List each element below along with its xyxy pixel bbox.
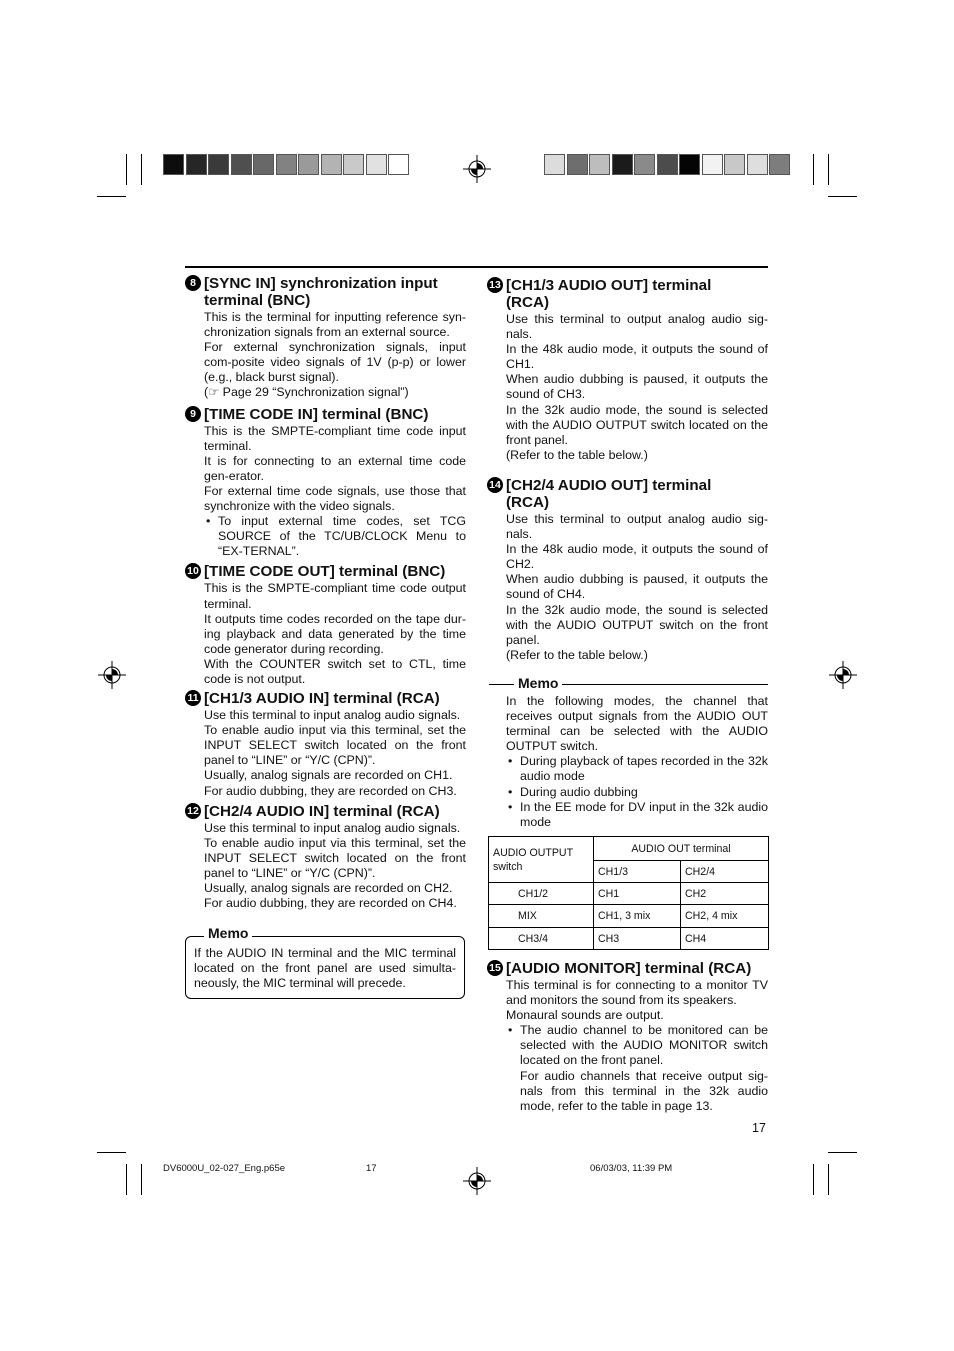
section-number-badge: 11	[185, 690, 201, 706]
section-title: (RCA)	[506, 493, 550, 511]
table-cell: MIX	[489, 905, 594, 928]
section-heading	[487, 477, 768, 511]
color-swatch	[702, 154, 723, 175]
body-text: For external synchronization signals, input com-posite video signals of 1V (p-p) or lower (e.g., black burst signal).	[204, 340, 466, 385]
section-title: (RCA)	[506, 294, 550, 311]
color-swatch	[679, 154, 700, 175]
crop-mark	[141, 1164, 142, 1195]
section-title: [CH1/3 AUDIO IN] terminal (RCA)	[204, 690, 440, 708]
footer-filename: DV6000U_02-027_Eng.p65e	[163, 1163, 286, 1174]
registration-mark-icon	[463, 1167, 491, 1195]
section-title: [TIME CODE IN] terminal (BNC)	[204, 405, 429, 423]
color-swatch	[163, 154, 184, 175]
color-swatch	[544, 154, 565, 175]
bullet-continuation: For audio channels that receive output sig-nals from this terminal in the 32k audio mode, refer to the table in page 13.	[520, 1068, 768, 1113]
bullet-item: • During playback of tapes recorded in the 32k audio mode	[487, 754, 768, 784]
body-text: Use this terminal to input analog audio signals.	[204, 820, 461, 835]
section-title: [AUDIO MONITOR] terminal (RCA)	[506, 960, 752, 977]
body-text: This is the terminal for inputting reference syn-chronization signals from an external source.	[204, 310, 466, 340]
body-text: Usually, analog signals are recorded on CH1.	[204, 768, 453, 783]
body-text: In the 48k audio mode, it outputs the sound of CH2.	[506, 542, 768, 572]
body-text: To enable audio input via this terminal, set the INPUT SELECT switch located on the front panel to “LINE” or “Y/C (CPN)”.	[204, 723, 466, 768]
section-title: terminal (BNC)	[204, 292, 311, 309]
table-cell: CH1	[594, 883, 681, 905]
registration-mark-icon	[829, 661, 857, 689]
section-number-badge: 14	[487, 477, 503, 493]
color-swatch	[321, 154, 342, 175]
color-swatch	[769, 154, 790, 175]
section-heading	[487, 960, 768, 977]
table-row	[489, 883, 769, 905]
section-number-badge: 8	[185, 275, 201, 291]
table-row	[489, 905, 769, 928]
body-text: In the 48k audio mode, it outputs the sound of CH1.	[506, 342, 768, 372]
body-text: This is the SMPTE-compliant time code input terminal.	[204, 423, 466, 453]
bullet-item: • To input external time codes, set TCG SOURCE of the TC/UB/CLOCK Menu to “EX-TERNAL”.	[185, 514, 466, 559]
memo-box	[185, 936, 465, 999]
body-text: This is the SMPTE-compliant time code output terminal.	[204, 581, 466, 611]
section-title: [CH1/3 AUDIO OUT] terminal	[506, 277, 712, 294]
color-swatch	[231, 154, 252, 175]
section-heading	[185, 690, 466, 707]
table-cell: CH3	[594, 928, 681, 950]
color-swatch	[388, 154, 409, 175]
body-text: When audio dubbing is paused, it outputs the sound of CH3.	[506, 372, 768, 402]
crop-mark	[828, 1164, 829, 1195]
section-title: [CH2/4 AUDIO IN] terminal (RCA)	[204, 802, 440, 820]
section-number-badge: 13	[487, 277, 503, 293]
crop-mark	[97, 1152, 126, 1153]
registration-mark-icon	[98, 661, 126, 689]
memo-content	[487, 694, 768, 830]
color-swatch	[567, 154, 588, 175]
crop-mark	[828, 1152, 857, 1153]
top-rule	[185, 266, 768, 268]
bullet-item: • In the EE mode for DV input in the 32k audio mode	[487, 800, 768, 830]
crop-mark	[828, 196, 857, 197]
section-heading	[185, 275, 466, 309]
right-column	[487, 277, 768, 663]
body-text: Usually, analog signals are recorded on CH2.	[204, 881, 453, 895]
section-heading	[185, 563, 466, 580]
memo-title: Memo	[514, 675, 562, 691]
color-swatch	[276, 154, 297, 175]
table-column-header: CH1/3	[594, 861, 681, 883]
section-title: [CH2/4 AUDIO OUT] terminal	[506, 476, 712, 494]
color-swatch	[366, 154, 387, 175]
section-title: [SYNC IN] synchronization input	[204, 275, 438, 292]
color-bar-left	[163, 154, 411, 175]
body-text: For audio dubbing, they are recorded on CH3.	[204, 783, 457, 798]
body-text: In the 32k audio mode, the sound is selected with the AUDIO OUTPUT switch located on the front panel.	[506, 402, 768, 447]
section-15	[487, 960, 768, 1114]
section-heading	[185, 406, 466, 423]
table-cell: CH4	[681, 928, 769, 950]
color-swatch	[634, 154, 655, 175]
section-number-badge: 9	[185, 406, 201, 422]
section-number-badge: 12	[185, 803, 201, 819]
footer-date: 06/03/03, 11:39 PM	[590, 1163, 673, 1174]
page-number: 17	[752, 1121, 766, 1135]
bullet-item: • During audio dubbing	[487, 785, 768, 800]
color-swatch	[208, 154, 229, 175]
color-swatch	[298, 154, 319, 175]
table-group-header: AUDIO OUT terminal	[594, 837, 769, 861]
color-bar-right	[544, 154, 792, 175]
bullet-item: • The audio channel to be monitored can be selected with the AUDIO MONITOR switch located on the front panel.	[487, 1023, 768, 1068]
crop-mark	[126, 1164, 127, 1195]
table-row	[489, 928, 769, 950]
left-column	[185, 275, 466, 911]
color-swatch	[253, 154, 274, 175]
section-heading	[185, 803, 466, 820]
color-swatch	[343, 154, 364, 175]
crop-mark	[97, 196, 126, 197]
table-column-header: CH2/4	[681, 861, 769, 883]
body-text: (Refer to the table below.)	[506, 447, 648, 462]
body-text: To enable audio input via this terminal, set the INPUT SELECT switch located on the front panel to “LINE” or “Y/C (CPN)”.	[204, 835, 466, 880]
body-text: Use this terminal to output analog audio sig-nals.	[506, 511, 768, 542]
body-text: (Refer to the table below.)	[506, 647, 648, 662]
footer-page: 17	[366, 1163, 377, 1174]
table-cell: CH3/4	[489, 928, 594, 950]
audio-output-table	[488, 836, 769, 950]
body-text: For audio dubbing, they are recorded on CH4.	[204, 896, 457, 911]
body-text: When audio dubbing is paused, it outputs the sound of CH4.	[506, 572, 768, 602]
body-text: This terminal is for connecting to a monitor TV and monitors the sound from its speakers.	[506, 978, 768, 1008]
body-text: It outputs time codes recorded on the tape dur-ing playback and data generated by the time code generator during recording.	[204, 611, 466, 656]
crop-mark	[126, 154, 127, 185]
table-cell: CH2, 4 mix	[681, 905, 769, 928]
table-cell: CH1, 3 mix	[594, 905, 681, 928]
table-cell: CH2	[681, 883, 769, 905]
crop-mark	[813, 154, 814, 185]
body-text: Monaural sounds are output.	[506, 1008, 664, 1023]
registration-mark-icon	[463, 155, 491, 183]
color-swatch	[612, 154, 633, 175]
body-text: For external time code signals, use those that synchronize with the video signals.	[204, 483, 466, 514]
table-cell: CH1/2	[489, 883, 594, 905]
memo-text: If the AUDIO IN terminal and the MIC terminal located on the front panel are used simulta-neously, the MIC terminal will precede.	[194, 946, 456, 990]
crop-mark	[813, 1164, 814, 1195]
color-swatch	[589, 154, 610, 175]
memo-text: In the following modes, the channel that receives output signals from the AUDIO OUT terminal can be selected with the AUDIO OUTPUT switch.	[506, 694, 768, 754]
section-heading	[487, 277, 768, 311]
memo-title: Memo	[204, 925, 252, 941]
color-swatch	[747, 154, 768, 175]
body-text: In the 32k audio mode, the sound is selected with the AUDIO OUTPUT switch on the front panel.	[506, 602, 768, 647]
section-number-badge: 10	[185, 563, 201, 579]
color-swatch	[657, 154, 678, 175]
table-corner-header: AUDIO OUTPUT switch	[489, 837, 594, 883]
crop-mark	[141, 154, 142, 185]
body-text: It is for connecting to an external time code gen-erator.	[204, 453, 466, 483]
section-number-badge: 15	[487, 960, 503, 976]
color-swatch	[186, 154, 207, 175]
color-swatch	[724, 154, 745, 175]
section-title: [TIME CODE OUT] terminal (BNC)	[204, 563, 446, 581]
body-text: Use this terminal to output analog audio sig-nals.	[506, 312, 768, 342]
crop-mark	[828, 154, 829, 185]
page-reference: (☞ Page 29 “Synchronization signal”)	[204, 385, 409, 400]
body-text: With the COUNTER switch set to CTL, time code is not output.	[204, 656, 466, 686]
body-text: Use this terminal to input analog audio signals.	[204, 708, 461, 723]
